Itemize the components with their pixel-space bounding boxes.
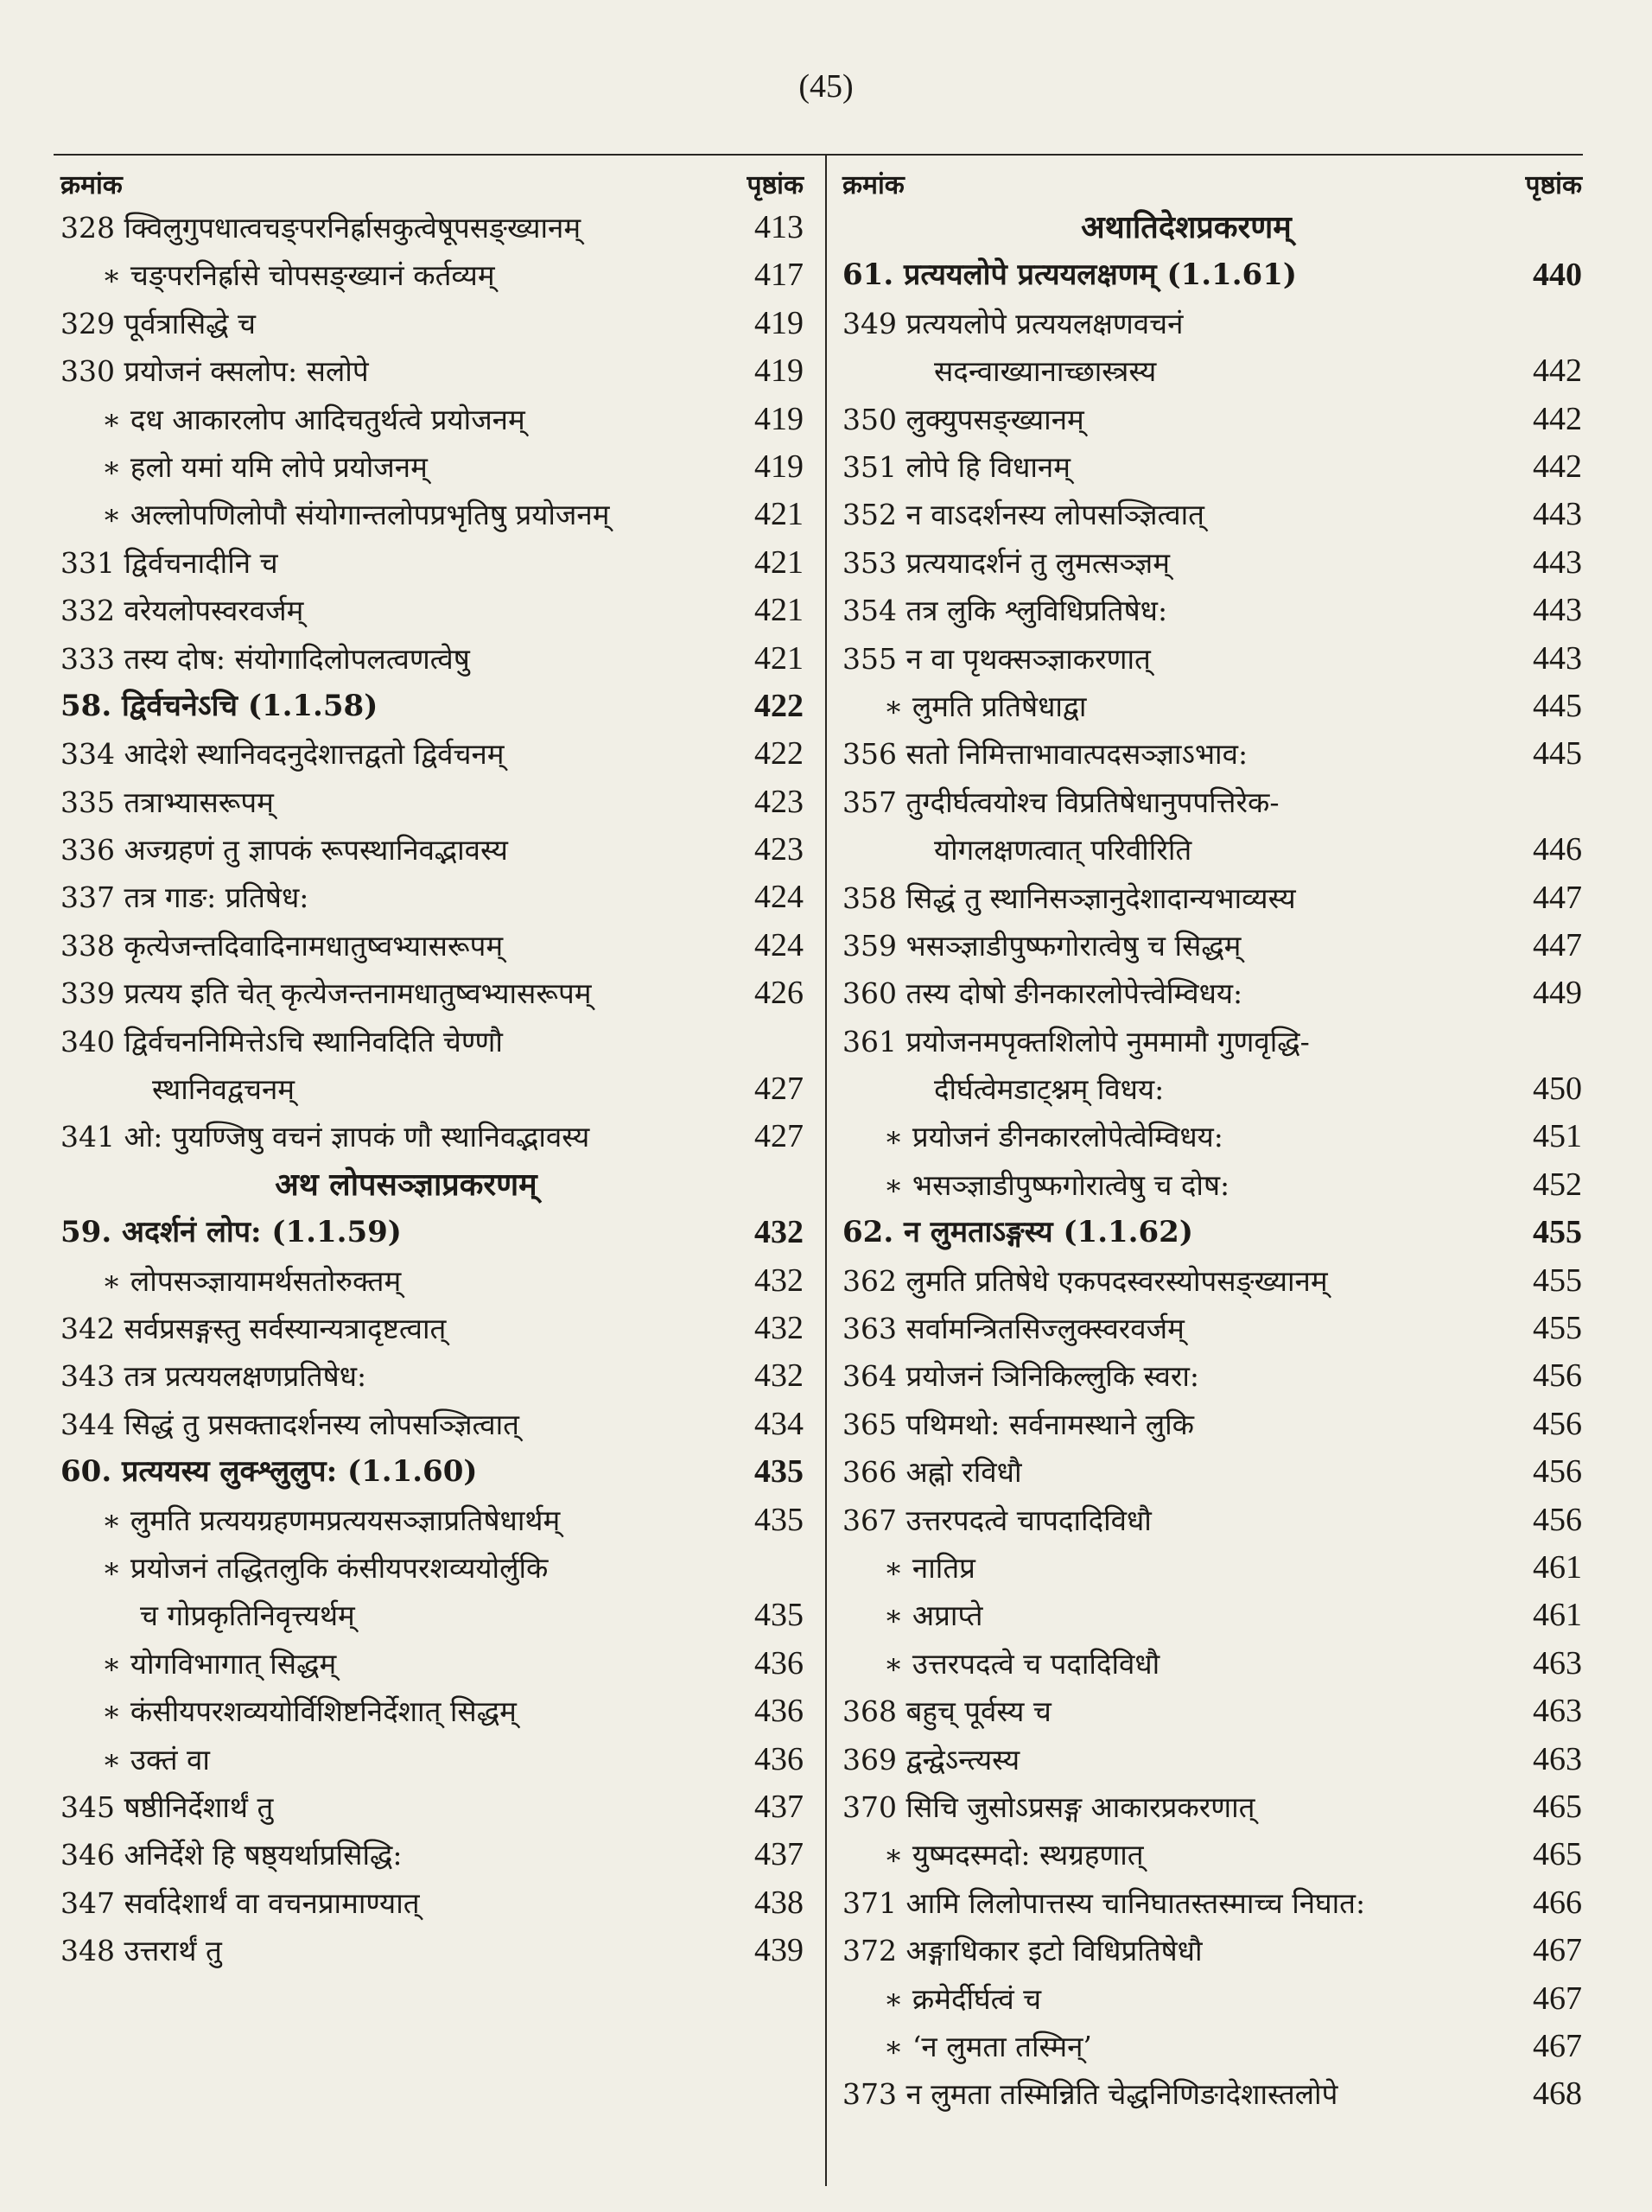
entry-page-number: 468 <box>1533 2075 1582 2113</box>
entry-title: 372 अङ्गाधिकार इटो विधिप्रतिषेधौ <box>842 1934 1203 1968</box>
toc-entry <box>842 683 1582 730</box>
entry-page-number: 467 <box>1533 2027 1582 2064</box>
entry-title: 362 लुमति प्रतिषेधे एकपदस्वरस्योपसङ्ख्यानम् <box>842 1263 1328 1298</box>
serial-header: क्रमांक <box>842 169 905 200</box>
entry-page-number: 417 <box>754 257 804 294</box>
toc-entry <box>60 635 804 683</box>
entry-page-number: 467 <box>1533 1980 1582 2017</box>
entry-page-number: 432 <box>754 1310 804 1346</box>
entry-title: 353 प्रत्ययादर्शनं तु लुमत्सञ्ज्ञम् <box>842 545 1170 580</box>
entry-title-continued: स्थानिवद्वचनम् <box>152 1071 295 1106</box>
entry-page-number: 452 <box>1533 1166 1582 1203</box>
entry-page-number: 463 <box>1533 1644 1582 1681</box>
entry-title: 349 प्रत्ययलोपे प्रत्ययलक्षणवचनं <box>842 306 1184 340</box>
entry-page-number: 439 <box>754 1932 804 1969</box>
toc-entry <box>842 443 1582 491</box>
toc-entry <box>60 300 804 347</box>
entry-page-number: 438 <box>754 1884 804 1921</box>
entry-title: 346 अनिर्देशे हि षष्ठ्यर्थाप्रसिद्धि: <box>60 1838 403 1872</box>
entry-title: ∗ हलो यमां यमि लोपे प्रयोजनम् <box>102 449 428 484</box>
entry-title: 371 आमि लिलोपात्तस्य चानिघातस्तस्माच्च निघात: <box>842 1885 1366 1920</box>
toc-entry <box>842 1544 1582 1592</box>
toc-entry <box>60 874 804 921</box>
entry-page-number: 421 <box>754 496 804 533</box>
toc-entry <box>842 874 1582 922</box>
entry-page-number: 419 <box>754 448 804 485</box>
toc-entry <box>60 491 804 538</box>
entry-title: 345 षष्ठीनिर्देशार्थं तु <box>60 1789 274 1824</box>
entry-page-number: 424 <box>754 926 804 963</box>
entry-title: 356 सतो निमित्ताभावात्पदसञ्ज्ञाऽभाव: <box>842 737 1249 772</box>
toc-entry <box>842 396 1582 443</box>
entry-title: 331 द्विर्वचनादीनि च <box>60 545 278 580</box>
entry-title: 366 अह्नो रविधौ <box>842 1455 1022 1490</box>
toc-entry <box>60 1448 804 1496</box>
entry-page-number: 440 <box>1533 257 1582 294</box>
entry-title: 336 अज्ग्रहणं तु ज्ञापकं रूपस्थानिवद्भावस्य <box>60 833 508 868</box>
entry-title: 342 सर्वप्रसङ्गस्तु सर्वस्यान्यत्रादृष्टत्वात् <box>60 1312 447 1345</box>
entry-page-number: 419 <box>754 400 804 437</box>
toc-entry <box>842 251 1582 299</box>
toc-entry <box>60 1209 804 1256</box>
toc-entry <box>842 300 1582 396</box>
entry-page-number: 432 <box>754 1214 804 1251</box>
entry-page-number: 461 <box>1533 1548 1582 1586</box>
left-column <box>60 162 804 1974</box>
entry-title: ∗ उक्तं वा <box>102 1742 210 1777</box>
toc-entry <box>60 1879 804 1927</box>
entry-title: ∗ लुमति प्रतिषेधाद्वा <box>884 689 1087 723</box>
toc-entry <box>842 1113 1582 1160</box>
entry-page-number: 435 <box>754 1596 804 1633</box>
entry-page-number: 443 <box>1533 543 1582 581</box>
toc-entry <box>60 1018 804 1114</box>
entry-page-number: 437 <box>754 1788 804 1825</box>
entry-page-number: 422 <box>754 735 804 772</box>
toc-entry <box>60 1831 804 1878</box>
entry-title: ∗ दध आकारलोप आदिचतुर्थत्वे प्रयोजनम् <box>102 402 525 436</box>
header-rule <box>54 154 1583 156</box>
entry-title: 338 कृत्येजन्तदिवादिनामधातुष्वभ्यासरूपम् <box>60 928 504 963</box>
toc-entry <box>842 922 1582 969</box>
column-header <box>60 162 804 204</box>
entry-title-continued: योगलक्षणत्वात् परिवीरिति <box>934 832 1192 867</box>
entry-page-number: 461 <box>1533 1597 1582 1634</box>
toc-entry <box>842 1209 1582 1256</box>
entry-page-number: 455 <box>1533 1310 1582 1347</box>
toc-entry <box>60 1927 804 1974</box>
toc-entry <box>842 1448 1582 1496</box>
entry-page-number: 455 <box>1533 1262 1582 1299</box>
entry-page-number: 465 <box>1533 1788 1582 1825</box>
toc-entry <box>60 683 804 730</box>
toc-entry <box>60 1783 804 1831</box>
page-header: पृष्ठांक <box>1525 169 1582 200</box>
entry-page-number: 421 <box>754 592 804 629</box>
entry-title: 330 प्रयोजनं क्सलोप: सलोपे <box>60 354 369 389</box>
entry-page-number: 456 <box>1533 1501 1582 1538</box>
entry-title: 363 सर्वामन्त्रितसिज्लुक्स्वरवर्जम् <box>842 1312 1185 1346</box>
toc-entry <box>60 204 804 251</box>
toc-entry <box>842 779 1582 874</box>
entry-page-number: 437 <box>754 1836 804 1873</box>
entry-page-number: 435 <box>754 1501 804 1538</box>
entry-title-continued: दीर्घत्वेमडाट्श्नम् विधय: <box>934 1071 1165 1106</box>
entry-page-number: 443 <box>1533 496 1582 533</box>
entry-page-number: 426 <box>754 975 804 1012</box>
entry-title: ∗ प्रयोजनं ङीनकारलोपेत्वेम्विधय: <box>884 1120 1223 1154</box>
entry-page-number: 456 <box>1533 1357 1582 1395</box>
toc-entry <box>842 730 1582 778</box>
entry-page-number: 421 <box>754 543 804 581</box>
entry-title: 351 लोपे हि विधानम् <box>842 449 1071 484</box>
toc-entry <box>842 1736 1582 1783</box>
entry-title: 329 पूर्वत्रासिद्धे च <box>60 306 256 340</box>
entry-page-number: 445 <box>1533 687 1582 724</box>
entry-title: अथातिदेशप्रकरणम् <box>1081 209 1292 245</box>
entry-title: 328 क्विलुगुपधात्वचङ्परनिर्ह्रासकुत्वेषूपसङ्ख्यानम् <box>60 211 581 245</box>
entry-page-number: 443 <box>1533 592 1582 629</box>
toc-entry <box>842 1927 1582 1974</box>
toc-entry <box>60 1736 804 1783</box>
entry-page-number: 427 <box>754 1070 804 1107</box>
entry-title: अथ लोपसञ्ज्ञाप्रकरणम् <box>275 1166 537 1203</box>
entry-title: 361 प्रयोजनमपृक्तशिलोपे नुममामौ गुणवृद्धि- <box>842 1024 1310 1058</box>
entry-title: 367 उत्तरपदत्वे चापदादिविधौ <box>842 1503 1152 1537</box>
entry-page-number: 436 <box>754 1693 804 1730</box>
entry-title: 58. द्विर्वचनेऽचि (1.1.58) <box>60 688 378 723</box>
entry-title: ∗ युष्मदस्मदो: स्थग्रहणात् <box>884 1838 1144 1872</box>
toc-entry <box>842 539 1582 587</box>
entry-title: 348 उत्तरार्थं तु <box>60 1934 222 1968</box>
toc-entry <box>842 969 1582 1017</box>
entry-title: 350 लुक्युपसङ्ख्यानम् <box>842 402 1084 436</box>
page-header: पृष्ठांक <box>747 169 804 200</box>
entry-title: 354 तत्र लुकि श्लुविधिप्रतिषेध: <box>842 594 1168 628</box>
serial-header: क्रमांक <box>60 169 123 200</box>
toc-entry <box>842 1497 1582 1544</box>
entry-title: 347 सर्वादेशार्थं वा वचनप्रामाण्यात् <box>60 1885 420 1920</box>
toc-entry <box>60 587 804 634</box>
entry-page-number: 434 <box>754 1405 804 1442</box>
entry-page-number: 424 <box>754 879 804 916</box>
entry-page-number: 466 <box>1533 1884 1582 1921</box>
entry-title: 339 प्रत्यय इति चेत् कृत्येजन्तनामधातुष्वभ्यासरूपम् <box>60 976 592 1011</box>
entry-title: 340 द्विर्वचननिमित्तेऽचि स्थानिवदिति चेण्णौ <box>60 1024 503 1058</box>
entry-title: 61. प्रत्ययलोपे प्रत्ययलक्षणम् (1.1.61) <box>842 257 1297 293</box>
entry-page-number: 447 <box>1533 879 1582 916</box>
toc-entry <box>60 1544 804 1640</box>
entry-page-number: 432 <box>754 1262 804 1299</box>
toc-entry <box>60 969 804 1017</box>
entry-title: ∗ प्रयोजनं तद्धितलुकि कंसीयपरशव्ययोर्लुकि <box>102 1550 549 1585</box>
entry-page-number: 455 <box>1533 1214 1582 1251</box>
toc-entry <box>60 1401 804 1448</box>
entry-title: 360 तस्य दोषो ङीनकारलोपेत्त्वेम्विधय: <box>842 976 1243 1011</box>
toc-entry <box>60 730 804 778</box>
entry-title: 341 ओ: पुयण्जिषु वचनं ज्ञापकं णौ स्थानिवद्भावस्य <box>60 1120 590 1154</box>
entry-page-number: 456 <box>1533 1453 1582 1491</box>
entry-page-number: 442 <box>1533 448 1582 485</box>
entry-page-number: 423 <box>754 831 804 868</box>
entry-page-number: 446 <box>1533 830 1582 868</box>
entry-title: 370 सिचि जुसोऽप्रसङ्ग आकारप्रकरणात् <box>842 1789 1255 1824</box>
entry-title: 332 वरेयलोपस्वरवर्जम् <box>60 594 304 628</box>
entry-title: ∗ अप्राप्ते <box>884 1599 983 1633</box>
toc-entry <box>842 1305 1582 1352</box>
entry-page-number: 432 <box>754 1357 804 1395</box>
entry-title: 352 न वाऽदर्शनस्य लोपसञ्ज्ञित्वात् <box>842 498 1204 532</box>
entry-page-number: 443 <box>1533 639 1582 677</box>
entry-title-continued: च गोप्रकृतिनिवृत्त्यर्थम् <box>140 1598 355 1632</box>
toc-entry <box>842 1640 1582 1688</box>
entry-title: 365 पथिमथो: सर्वनामस्थाने लुकि <box>842 1407 1194 1441</box>
entry-title: 369 द्वन्द्वेऽन्त्यस्य <box>842 1742 1020 1777</box>
toc-entry <box>60 251 804 299</box>
entry-title: ∗ कंसीयपरशव्ययोर्विशिष्टनिर्देशात् सिद्धम् <box>102 1694 517 1729</box>
entry-title: 344 सिद्धं तु प्रसक्तादर्शनस्य लोपसञ्ज्ञित्वात् <box>60 1407 519 1441</box>
entry-title: 334 आदेशे स्थानिवदनुदेशात्तद्वतो द्विर्वचनम् <box>60 737 505 772</box>
toc-entry <box>60 539 804 587</box>
entry-title: ∗ चङ्परनिर्ह्रासे चोपसङ्ख्यानं कर्तव्यम् <box>102 258 495 293</box>
entry-title: 364 प्रयोजनं ञिनिकिल्लुकि स्वरा: <box>842 1359 1200 1394</box>
toc-entry <box>842 1879 1582 1927</box>
toc-entry <box>60 1497 804 1544</box>
toc-entry <box>60 396 804 443</box>
entry-page-number: 419 <box>754 304 804 341</box>
page-number: (45) <box>798 68 854 105</box>
entry-page-number: 442 <box>1533 352 1582 389</box>
entry-page-number: 427 <box>754 1118 804 1155</box>
toc-entry <box>842 1975 1582 2023</box>
toc-entry <box>842 204 1582 251</box>
toc-entry <box>842 1688 1582 1735</box>
entry-title: ∗ ‘न लुमता तस्मिन्’ <box>884 2029 1092 2063</box>
toc-entry <box>842 491 1582 538</box>
entry-page-number: 442 <box>1533 400 1582 437</box>
toc-entry <box>60 443 804 491</box>
entry-title: 60. प्रत्ययस्य लुक्श्लुलुप: (1.1.60) <box>60 1454 478 1490</box>
toc-entry <box>842 1161 1582 1209</box>
entry-title: ∗ लोपसञ्ज्ञायामर्थसतोरुक्तम् <box>102 1263 402 1298</box>
entry-page-number: 419 <box>754 353 804 390</box>
toc-list-left <box>60 204 804 1974</box>
toc-entry <box>60 1161 804 1209</box>
toc-entry <box>842 1831 1582 1878</box>
entry-title: 335 तत्राभ्यासरूपम् <box>60 785 274 819</box>
entry-page-number: 436 <box>754 1644 804 1681</box>
right-column <box>842 162 1582 2119</box>
entry-page-number: 435 <box>754 1453 804 1491</box>
entry-title-continued: सदन्वाख्यानाच्छास्त्रस्य <box>934 353 1157 388</box>
entry-page-number: 423 <box>754 783 804 820</box>
toc-entry <box>60 1640 804 1688</box>
toc-entry <box>842 2070 1582 2118</box>
entry-title: ∗ भसञ्ज्ञाडीपुष्फगोरात्वेषु च दोष: <box>884 1167 1230 1202</box>
toc-entry <box>60 1352 804 1400</box>
entry-title: 62. न लुमताऽङ्गस्य (1.1.62) <box>842 1215 1193 1250</box>
toc-entry <box>842 1401 1582 1448</box>
entry-title: 359 भसञ्ज्ञाडीपुष्फगोरात्वेषु च सिद्धम् <box>842 928 1242 963</box>
toc-entry <box>60 1113 804 1160</box>
entry-title: 333 तस्य दोष: संयोगादिलोपलत्वणत्वेषु <box>60 641 470 676</box>
entry-title: ∗ नातिप्र <box>884 1550 975 1585</box>
toc-entry <box>60 826 804 874</box>
toc-entry <box>842 1018 1582 1114</box>
toc-entry <box>60 347 804 395</box>
entry-title: ∗ क्रमेर्दीर्घत्वं च <box>884 1981 1042 2016</box>
toc-entry <box>60 922 804 969</box>
toc-entry <box>842 1352 1582 1400</box>
entry-title: 343 तत्र प्रत्ययलक्षणप्रतिषेध: <box>60 1359 367 1394</box>
entry-page-number: 451 <box>1533 1118 1582 1155</box>
toc-list-right <box>842 204 1582 2119</box>
column-header <box>842 162 1582 204</box>
entry-title: ∗ उत्तरपदत्वे च पदादिविधौ <box>884 1646 1160 1681</box>
column-divider <box>825 154 827 2186</box>
toc-entry <box>60 779 804 826</box>
toc-entry <box>60 1257 804 1305</box>
entry-page-number: 467 <box>1533 1932 1582 1969</box>
entry-page-number: 463 <box>1533 1740 1582 1777</box>
entry-title: 368 बहुच् पूर्वस्य च <box>842 1694 1052 1729</box>
entry-title: 373 न लुमता तस्मिन्निति चेद्धनिणिङादेशास्तलोपे <box>842 2077 1338 2112</box>
entry-title: ∗ अल्लोपणिलोपौ संयोगान्तलोपप्रभृतिषु प्रयोजनम् <box>102 498 610 532</box>
entry-page-number: 463 <box>1533 1693 1582 1730</box>
entry-page-number: 450 <box>1533 1070 1582 1107</box>
toc-entry <box>842 1783 1582 1831</box>
toc-entry <box>842 1592 1582 1639</box>
entry-page-number: 445 <box>1533 735 1582 772</box>
toc-entry <box>60 1688 804 1735</box>
entry-page-number: 449 <box>1533 975 1582 1012</box>
entry-title: ∗ योगविभागात् सिद्धम् <box>102 1646 337 1681</box>
entry-page-number: 421 <box>754 639 804 677</box>
entry-page-number: 436 <box>754 1740 804 1777</box>
entry-page-number: 465 <box>1533 1836 1582 1873</box>
toc-entry <box>60 1305 804 1352</box>
toc-entry <box>842 635 1582 683</box>
entry-title: 355 न वा पृथक्सञ्ज्ञाकरणात् <box>842 641 1151 676</box>
entry-title: 59. अदर्शनं लोप: (1.1.59) <box>60 1215 402 1250</box>
entry-title: ∗ लुमति प्रत्ययग्रहणमप्रत्ययसञ्ज्ञाप्रतिषेधार्थम् <box>102 1503 561 1537</box>
entry-title: 357 तुग्दीर्घत्वयोश्च विप्रतिषेधानुपपत्तिरेक- <box>842 785 1280 819</box>
entry-page-number: 456 <box>1533 1405 1582 1442</box>
entry-page-number: 447 <box>1533 926 1582 963</box>
entry-title: 337 तत्र गाङ: प्रतिषेध: <box>60 880 309 915</box>
toc-entry <box>842 587 1582 634</box>
toc-entry <box>842 2023 1582 2070</box>
entry-page-number: 413 <box>754 209 804 245</box>
entry-page-number: 422 <box>754 687 804 724</box>
toc-entry <box>842 1257 1582 1305</box>
entry-title: 358 सिद्धं तु स्थानिसञ्ज्ञानुदेशादान्यभाव्यस्य <box>842 880 1296 915</box>
